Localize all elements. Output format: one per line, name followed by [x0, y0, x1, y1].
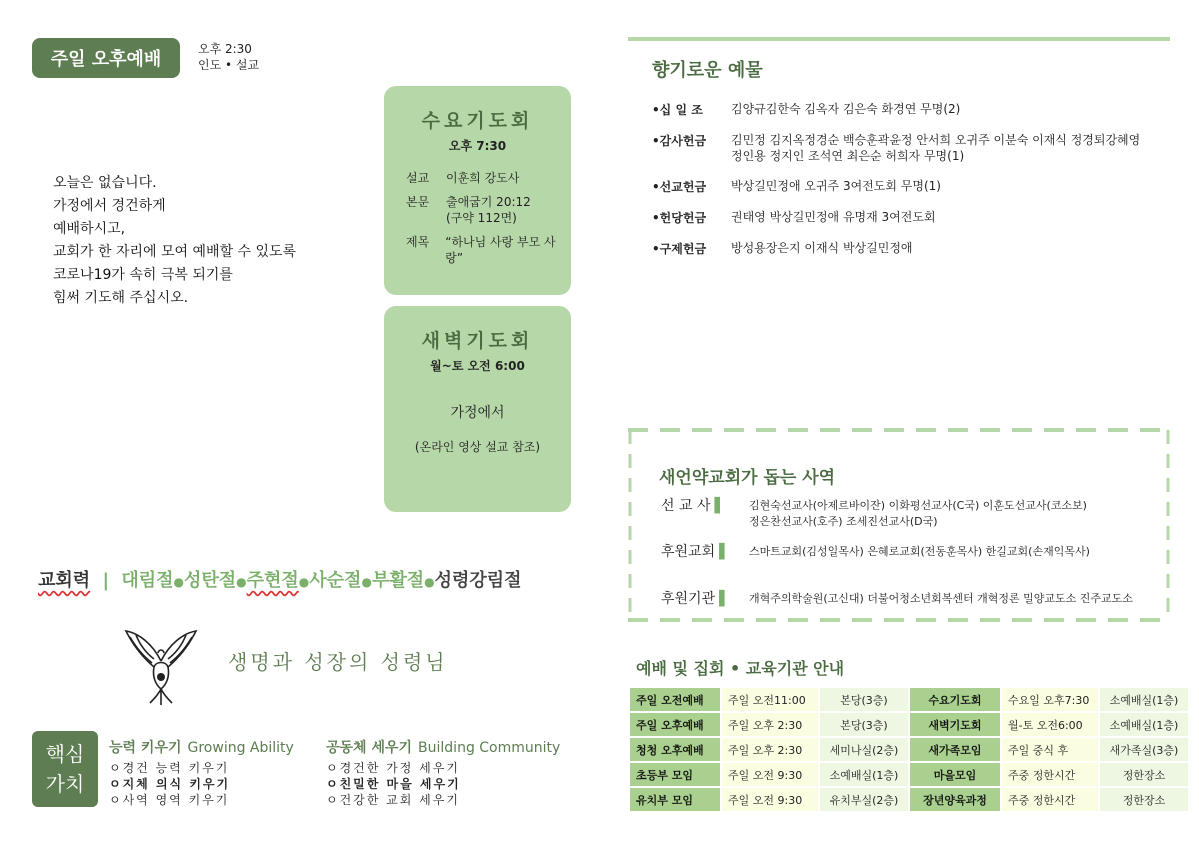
value-ability-heading — [109, 737, 294, 757]
value-item: ㅇ건강한 교회 세우기 — [326, 793, 460, 807]
schedule-time: 주일 중식 후 — [1002, 738, 1098, 761]
value-ability-en: Growing Ability — [187, 740, 294, 756]
core-values-badge — [32, 731, 98, 807]
schedule-time: 주중 정한시간 — [1002, 788, 1098, 811]
row-key: 설교 — [406, 171, 430, 185]
schedule-time: 주일 오전11:00 — [722, 688, 818, 711]
notice-line: 교회가 한 자리에 모여 예배할 수 있도록 — [53, 244, 297, 260]
pm-service-time: 오후 2:30 — [198, 42, 252, 56]
schedule-name: 새벽기도회 — [910, 713, 1000, 736]
value-ability-ko: 능력 키우기 — [109, 740, 182, 756]
notice-line: 코로나19가 속히 극복 되기를 — [53, 267, 233, 283]
table-row — [630, 688, 1188, 711]
calendar-current-season: 성령강림절 — [434, 570, 522, 591]
value-community — [326, 737, 560, 808]
bullet-icon: ● — [173, 575, 184, 589]
schedule-place: 세미나실(2층) — [820, 738, 908, 761]
wednesday-row — [384, 170, 571, 186]
schedule-name: 청청 오후예배 — [630, 738, 720, 761]
schedule-title: 예배 및 집회 • 교육기관 안내 — [636, 659, 845, 678]
bullet-icon: ● — [298, 575, 310, 589]
missions-title: 새언약교회가 돕는 사역 — [659, 468, 836, 488]
mission-label-text: 후원교회 — [661, 544, 716, 560]
offering-label: •감사헌금 — [652, 134, 707, 148]
offering-names — [731, 209, 936, 225]
row-value: 이훈희 강도사 — [446, 171, 520, 185]
core-label-1: 핵심 — [45, 742, 85, 766]
dawn-prayer-box — [384, 306, 571, 512]
row-key: 본문 — [406, 195, 430, 209]
label-bar-icon: ▌ — [719, 591, 730, 607]
calendar-season: 대림절 — [121, 570, 174, 591]
mission-line: 개혁주의학술원(고신대) 더불어청소년회복센터 개혁정론 밀양교도소 진주교도소 — [749, 592, 1133, 605]
wednesday-prayer-box — [384, 86, 571, 295]
dawn-time: 월~토 오전 6:00 — [430, 359, 525, 373]
offering-names-line: 김민정 김지옥정경순 백승훈곽윤정 안서희 오귀주 이분숙 이재식 정경퇴강혜영 — [731, 133, 1141, 147]
offering-names-line: 김양규김한숙 김옥자 김은숙 화경연 무명(2) — [731, 102, 961, 116]
value-community-en: Building Community — [418, 740, 561, 756]
spirit-slogan: 생명과 성장의 성령님 — [228, 650, 448, 674]
dawn-note: (온라인 영상 설교 참조) — [414, 440, 541, 454]
notice-line: 힘써 기도해 주십시오. — [53, 290, 189, 306]
value-item: ㅇ경건 능력 키우기 — [109, 761, 230, 775]
mission-label — [661, 541, 730, 561]
offerings-top-rule — [628, 37, 1170, 41]
schedule-table — [628, 686, 1190, 813]
bullet-icon: ● — [236, 575, 247, 589]
church-calendar — [38, 566, 522, 592]
mission-label-text: 후원기관 — [661, 591, 716, 607]
label-bar-icon: ▌ — [719, 544, 730, 560]
mission-line: 정은찬선교사(호주) 조세진선교사(D국) — [749, 515, 938, 528]
schedule-place: 정한장소 — [1100, 763, 1188, 786]
schedule-name: 장년양육과정 — [910, 788, 1000, 811]
value-ability — [109, 737, 294, 808]
calendar-label: 교회력 — [38, 570, 91, 591]
offering-names — [731, 240, 913, 256]
schedule-time: 주중 정한시간 — [1002, 763, 1098, 786]
wednesday-time: 오후 7:30 — [448, 139, 507, 153]
schedule-place: 정한장소 — [1100, 788, 1188, 811]
bullet-icon: ● — [361, 575, 372, 589]
mission-text — [749, 544, 1090, 560]
wednesday-title: 수요기도회 — [421, 110, 534, 132]
wednesday-row — [384, 194, 571, 226]
mission-text — [749, 498, 1087, 530]
dawn-place: 가정에서 — [450, 405, 505, 421]
offering-names — [731, 132, 1140, 164]
table-row — [630, 788, 1188, 811]
offering-names — [731, 101, 960, 117]
schedule-place: 소예배실(1층) — [1100, 688, 1188, 711]
row-value-group — [446, 194, 531, 226]
schedule-place: 소예배실(1층) — [820, 763, 908, 786]
dove-icon — [122, 625, 200, 707]
schedule-time: 수요일 오후7:30 — [1002, 688, 1098, 711]
pm-service-title: 주일 오후예배 — [50, 49, 162, 70]
schedule-name: 주일 오전예배 — [630, 688, 720, 711]
schedule-place: 새가족실(3층) — [1100, 738, 1188, 761]
offering-names-line: 방성용장은지 이재식 박상길민정애 — [731, 241, 913, 255]
calendar-season: 사순절 — [309, 570, 362, 591]
core-label-2: 가치 — [45, 772, 85, 796]
offering-label: •십 일 조 — [652, 103, 703, 117]
row-value-extra: (구약 112면) — [446, 211, 517, 225]
offering-label: •구제헌금 — [652, 242, 707, 256]
table-row — [630, 738, 1188, 761]
schedule-name: 새가족모임 — [910, 738, 1000, 761]
offering-names-line: 박상길민정애 오귀주 3여전도회 무명(1) — [731, 179, 941, 193]
schedule-name: 유치부 모임 — [630, 788, 720, 811]
offering-label: •헌당헌금 — [652, 211, 707, 225]
calendar-season: 부활절 — [371, 570, 425, 591]
mission-label — [661, 588, 730, 608]
calendar-season: 주현절 — [246, 570, 299, 591]
table-row — [630, 763, 1188, 786]
schedule-time: 월-토 오전6:00 — [1002, 713, 1098, 736]
schedule-place: 소예배실(1층) — [1100, 713, 1188, 736]
pm-service-note: 인도 • 설교 — [198, 58, 260, 72]
value-item: ㅇ친밀한 마을 세우기 — [326, 777, 461, 791]
calendar-divider: | — [102, 570, 110, 591]
schedule-name: 주일 오후예배 — [630, 713, 720, 736]
row-key: 제목 — [406, 235, 430, 249]
offering-label: •선교헌금 — [652, 180, 707, 194]
pm-service-badge — [32, 38, 180, 78]
schedule-time: 주일 오후 2:30 — [722, 738, 818, 761]
schedule-time: 주일 오후 2:30 — [722, 713, 818, 736]
value-item: ㅇ경건한 가정 세우기 — [326, 761, 460, 775]
mission-text — [749, 591, 1133, 607]
value-community-ko: 공동체 세우기 — [326, 740, 413, 756]
notice-text — [53, 172, 296, 310]
offering-names-line: 정인용 정지인 조석연 최은순 허희자 무명(1) — [731, 149, 965, 163]
notice-line: 오늘은 없습니다. — [53, 175, 157, 191]
pm-service-info — [198, 41, 259, 73]
dawn-title: 새벽기도회 — [421, 330, 534, 352]
notice-line: 가정에서 경건하게 — [53, 198, 166, 214]
wednesday-row — [384, 234, 571, 266]
schedule-place: 유치부실(2층) — [820, 788, 908, 811]
schedule-time: 주일 오전 9:30 — [722, 788, 818, 811]
offering-names — [731, 178, 941, 194]
schedule-name: 초등부 모임 — [630, 763, 720, 786]
schedule-time: 주일 오전 9:30 — [722, 763, 818, 786]
value-item: ㅇ지체 의식 키우기 — [109, 777, 231, 791]
schedule-name: 마을모임 — [910, 763, 1000, 786]
schedule-place: 본당(3층) — [820, 713, 908, 736]
row-value: “하나님 사랑 부모 사랑” — [445, 235, 556, 265]
bullet-icon: ● — [424, 575, 435, 589]
value-item: ㅇ사역 영역 키우기 — [109, 793, 230, 807]
schedule-name: 수요기도회 — [910, 688, 1000, 711]
row-value: 출애굽기 20:12 — [446, 195, 531, 209]
offering-names-line: 권태영 박상길민정애 유명재 3여전도회 — [731, 210, 936, 224]
value-community-heading — [326, 737, 560, 757]
calendar-season: 성탄절 — [183, 570, 237, 591]
table-row — [630, 713, 1188, 736]
offerings-title: 향기로운 예물 — [652, 60, 763, 81]
schedule-place: 본당(3층) — [820, 688, 908, 711]
mission-line: 스마트교회(김성일목사) 은혜로교회(전동훈목사) 한길교회(손재익목사) — [749, 545, 1090, 558]
mission-line: 김현숙선교사(아제르바이잔) 이화평선교사(C국) 이훈도선교사(코소보) — [749, 499, 1087, 512]
notice-line: 예배하시고, — [53, 221, 126, 237]
mission-label — [661, 495, 725, 515]
mission-label-text: 선 교 사 — [661, 498, 711, 514]
label-bar-icon: ▌ — [714, 498, 726, 514]
